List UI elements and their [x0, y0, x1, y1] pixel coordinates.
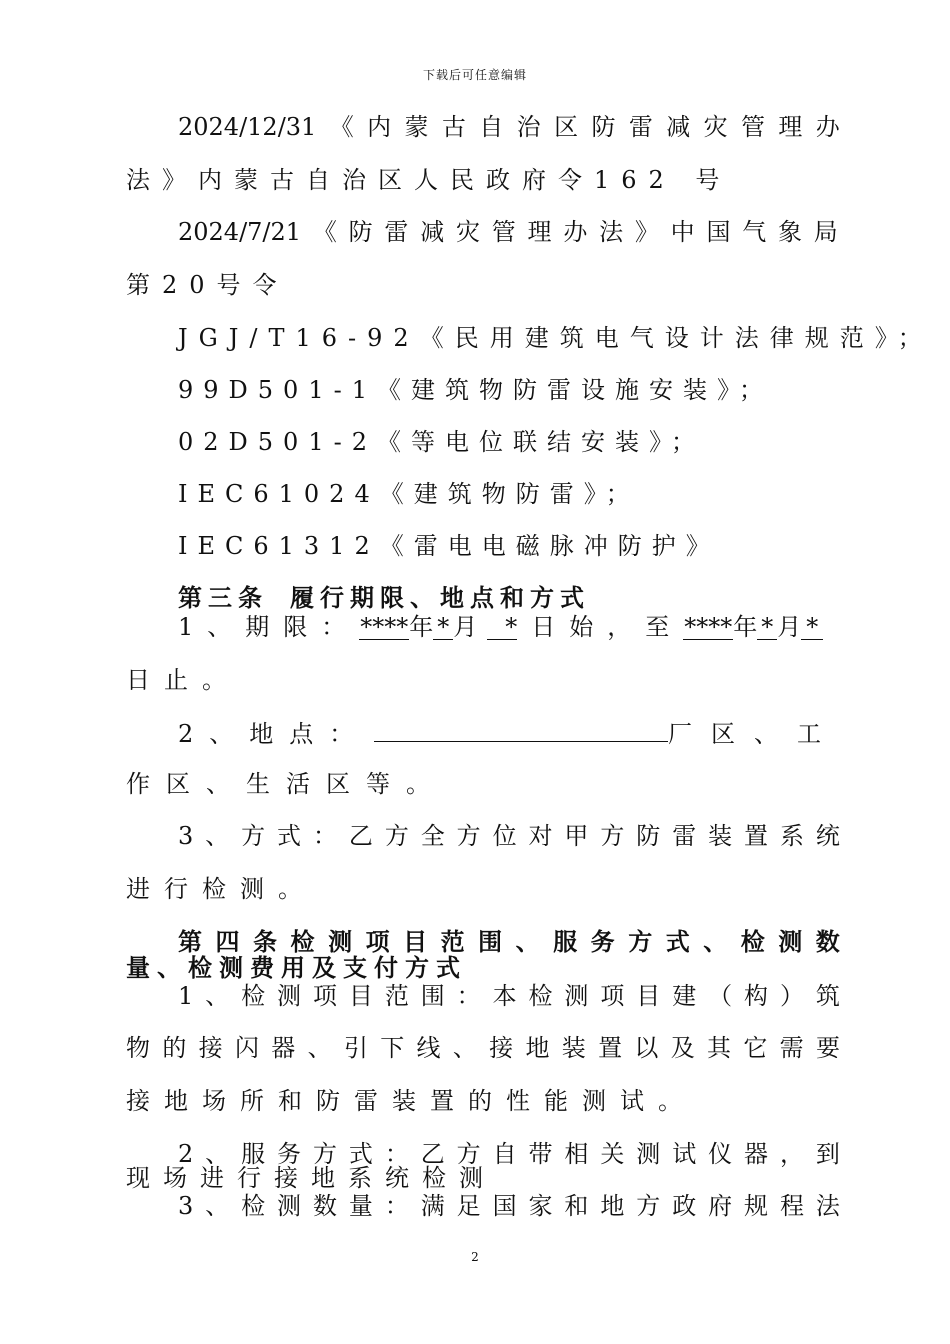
justified-glyph: 治 [516, 113, 541, 141]
justified-glyph: 古 [441, 113, 466, 141]
justified-glyph: 灾 [703, 113, 728, 141]
justified-glyph: 乙 [420, 1140, 445, 1168]
justified-glyph: 位 [492, 822, 517, 850]
justified-glyph: 减 [666, 113, 691, 141]
justified-glyph: ： [456, 982, 481, 1010]
law-2-line-b: 第20号令 [126, 271, 289, 299]
justified-glyph: 本 [492, 982, 517, 1010]
law-2-line-a [178, 217, 838, 247]
term-start-year-blank: **** [360, 613, 409, 641]
justified-glyph: 接 [198, 1034, 223, 1062]
justified-glyph: 和 [564, 1192, 589, 1220]
justified-glyph: 、 [205, 982, 230, 1010]
justified-glyph: 闪 [234, 1034, 259, 1062]
justified-glyph: 象 [778, 218, 802, 246]
justified-glyph: ， [779, 1140, 804, 1168]
term-end-month-unit: 月 [777, 613, 802, 641]
justified-glyph: 测 [328, 928, 353, 956]
justified-glyph: 务 [277, 1140, 302, 1168]
justified-glyph: 关 [600, 1140, 625, 1168]
term-end-text: 日止。 [126, 666, 240, 694]
law-6: IEC61024《建筑物防雷》； [178, 480, 640, 508]
justified-glyph: 服 [241, 1140, 266, 1168]
term-year-unit: 年 [409, 613, 434, 641]
justified-glyph: 方 [636, 1192, 661, 1220]
justified-glyph: 程 [779, 1192, 804, 1220]
law-1-line-a [178, 112, 840, 142]
justified-glyph: 全 [420, 822, 445, 850]
justified-glyph: 2024/12/31 [178, 113, 317, 141]
justified-glyph: 范 [384, 982, 409, 1010]
justified-glyph: 统 [815, 822, 840, 850]
justified-glyph: 构 [744, 982, 769, 1010]
article-3-location-line [178, 717, 840, 749]
justified-glyph: 2 [178, 1140, 194, 1168]
justified-glyph: 办 [815, 113, 840, 141]
justified-glyph: 对 [528, 822, 553, 850]
justified-glyph: 蒙 [404, 113, 429, 141]
justified-glyph: 方 [241, 822, 266, 850]
justified-glyph: 》 [634, 218, 659, 246]
justified-glyph: ： [384, 1192, 409, 1220]
justified-glyph: 项 [365, 928, 390, 956]
justified-glyph: 雷 [672, 822, 697, 850]
justified-glyph: 灾 [455, 218, 480, 246]
justified-glyph: 3 [178, 1192, 194, 1220]
law-4: 99D501-1《建筑物防雷设施安装》； [178, 376, 773, 404]
justified-glyph: 局 [813, 218, 838, 246]
location-label: 2、地点： [178, 720, 370, 748]
justified-glyph: 府 [708, 1192, 733, 1220]
justified-glyph: 以 [634, 1034, 659, 1062]
article-3-method-line-b: 进行检测。 [126, 875, 316, 903]
term-end-year-unit: 年 [733, 613, 758, 641]
justified-glyph: 家 [528, 1192, 553, 1220]
justified-glyph: 检 [740, 928, 765, 956]
justified-glyph: 系 [779, 822, 804, 850]
justified-glyph: 1 [178, 982, 194, 1010]
justified-glyph: 下 [380, 1034, 405, 1062]
justified-glyph: 相 [564, 1140, 589, 1168]
justified-glyph: 检 [241, 982, 266, 1010]
justified-glyph: 数 [312, 1192, 337, 1220]
justified-glyph: 、 [307, 1034, 332, 1062]
justified-glyph: 、 [703, 928, 728, 956]
justified-glyph: 及 [670, 1034, 695, 1062]
justified-glyph: 目 [348, 982, 373, 1010]
justified-glyph: 式 [277, 822, 302, 850]
article-4-p2-b: 现场进行接地系统检测 [126, 1164, 496, 1192]
justified-glyph: 目 [403, 928, 428, 956]
justified-glyph: 2024/7/21 [178, 218, 302, 246]
justified-glyph: 围 [420, 982, 445, 1010]
justified-glyph: 政 [672, 1192, 697, 1220]
justified-glyph: 带 [528, 1140, 553, 1168]
justified-glyph: 到 [815, 1140, 840, 1168]
justified-glyph: 置 [598, 1034, 623, 1062]
justified-glyph: 理 [778, 113, 803, 141]
justified-glyph: 置 [744, 822, 769, 850]
justified-glyph: 内 [367, 113, 392, 141]
justified-glyph: 测 [636, 1140, 661, 1168]
justified-glyph: 办 [563, 218, 588, 246]
justified-glyph: 乙 [348, 822, 373, 850]
page-number: 2 [471, 1250, 479, 1264]
justified-glyph: 测 [778, 928, 803, 956]
justified-glyph: 、 [515, 928, 540, 956]
article-4-p3-a [178, 1191, 840, 1221]
justified-glyph: 物 [126, 1034, 150, 1062]
justified-glyph: 筑 [815, 982, 840, 1010]
justified-glyph: 要 [815, 1034, 840, 1062]
justified-glyph: 减 [420, 218, 445, 246]
justified-glyph: 方 [628, 928, 653, 956]
justified-glyph: 试 [672, 1140, 697, 1168]
justified-glyph: 中 [670, 218, 695, 246]
justified-glyph: 法 [815, 1192, 840, 1220]
justified-glyph: （ [708, 982, 733, 1010]
justified-glyph: 方 [600, 822, 625, 850]
term-end-month-blank: * [757, 615, 777, 640]
justified-glyph: 管 [741, 113, 766, 141]
justified-glyph: 仪 [708, 1140, 733, 1168]
justified-glyph: 地 [525, 1034, 550, 1062]
justified-glyph: 装 [561, 1034, 586, 1062]
justified-glyph: 检 [290, 928, 315, 956]
justified-glyph: 务 [590, 928, 615, 956]
justified-glyph: 《 [312, 218, 337, 246]
justified-glyph: 足 [456, 1192, 481, 1220]
justified-glyph: 自 [479, 113, 504, 141]
justified-glyph: 、 [205, 1140, 230, 1168]
justified-glyph: 围 [478, 928, 503, 956]
law-1-line-b: 法》内蒙古自治区人民政府令162 号 [126, 166, 732, 194]
justified-glyph: 地 [600, 1192, 625, 1220]
law-5: 02D501-2《等电位联结安装》； [178, 428, 705, 456]
justified-glyph: 的 [162, 1034, 187, 1062]
justified-glyph: 项 [600, 982, 625, 1010]
location-suffix: 厂区、工 [668, 720, 840, 748]
justified-glyph: 线 [416, 1034, 441, 1062]
justified-glyph: 甲 [564, 822, 589, 850]
justified-glyph: 管 [491, 218, 516, 246]
justified-glyph: 3 [178, 822, 194, 850]
term-start-month-blank: * [433, 615, 453, 640]
article-4-p1-c: 接地场所和防雷装置的性能测试。 [126, 1087, 696, 1115]
justified-glyph: ） [779, 982, 804, 1010]
justified-glyph: 第 [178, 928, 202, 956]
article-3-title: 履行期限、地点和方式 [290, 584, 590, 612]
term-end-year-blank: **** [684, 613, 733, 641]
justified-glyph: 方 [384, 822, 409, 850]
term-start-text: 日始，至 [531, 613, 684, 641]
justified-glyph: 国 [492, 1192, 517, 1220]
location-cont: 作区、生活区等。 [126, 770, 446, 798]
justified-glyph: 测 [564, 982, 589, 1010]
justified-glyph: 法 [599, 218, 624, 246]
justified-glyph: 四 [215, 928, 240, 956]
justified-glyph: 检 [528, 982, 553, 1010]
justified-glyph: 防 [348, 218, 373, 246]
justified-glyph: 引 [343, 1034, 368, 1062]
justified-glyph: 需 [779, 1034, 804, 1062]
location-blank [374, 717, 668, 742]
justified-glyph: 防 [636, 822, 661, 850]
justified-glyph: 、 [452, 1034, 477, 1062]
justified-glyph: 其 [707, 1034, 731, 1062]
justified-glyph: 《 [329, 113, 354, 141]
article-4-p1-a [178, 981, 840, 1011]
justified-glyph: 检 [241, 1192, 266, 1220]
justified-glyph: 雷 [384, 218, 409, 246]
justified-glyph: 它 [743, 1034, 768, 1062]
justified-glyph: 服 [553, 928, 578, 956]
article-3-number: 第三条 [178, 584, 268, 612]
term-start-day-blank: * [487, 615, 517, 640]
justified-glyph: 理 [527, 218, 552, 246]
law-7: IEC61312《雷电电磁脉冲防护》 [178, 532, 720, 560]
justified-glyph: 国 [706, 218, 731, 246]
justified-glyph: 数 [815, 928, 840, 956]
article-3-term-line [178, 612, 850, 642]
justified-glyph: 条 [253, 928, 278, 956]
justified-glyph: 目 [636, 982, 661, 1010]
justified-glyph: 量 [348, 1192, 373, 1220]
justified-glyph: 满 [420, 1192, 445, 1220]
term-month-unit: 月 [453, 613, 478, 641]
article-4-p1-b [126, 1033, 840, 1063]
justified-glyph: 接 [489, 1034, 514, 1062]
term-end-day-blank: * [801, 615, 823, 640]
justified-glyph: ： [312, 822, 337, 850]
justified-glyph: 方 [456, 1140, 481, 1168]
justified-glyph: 自 [492, 1140, 517, 1168]
justified-glyph: 气 [742, 218, 767, 246]
justified-glyph: 区 [554, 113, 579, 141]
justified-glyph: 范 [440, 928, 465, 956]
justified-glyph: 测 [277, 982, 302, 1010]
law-3: JGJ/T16-92《民用建筑电气设计法律规范》； [178, 324, 933, 352]
justified-glyph: 测 [277, 1192, 302, 1220]
term-label: 1、期限： [178, 613, 360, 641]
justified-glyph: 装 [708, 822, 733, 850]
justified-glyph: 防 [591, 113, 616, 141]
justified-glyph: 雷 [628, 113, 653, 141]
justified-glyph: 器 [271, 1034, 296, 1062]
article-3-heading [178, 583, 590, 613]
justified-glyph: 式 [665, 928, 690, 956]
justified-glyph: ： [384, 1140, 409, 1168]
justified-glyph: 建 [672, 982, 697, 1010]
justified-glyph: 器 [744, 1140, 769, 1168]
justified-glyph: 式 [348, 1140, 373, 1168]
article-3-method-line-a [178, 821, 840, 851]
justified-glyph: 方 [312, 1140, 337, 1168]
justified-glyph: 、 [205, 822, 230, 850]
justified-glyph: 方 [456, 822, 481, 850]
justified-glyph: 规 [744, 1192, 769, 1220]
justified-glyph: 项 [312, 982, 337, 1010]
page-header: 下载后可任意编辑 [422, 68, 527, 82]
justified-glyph: 、 [205, 1192, 230, 1220]
article-4-heading-b: 量、检测费用及支付方式 [126, 954, 467, 982]
